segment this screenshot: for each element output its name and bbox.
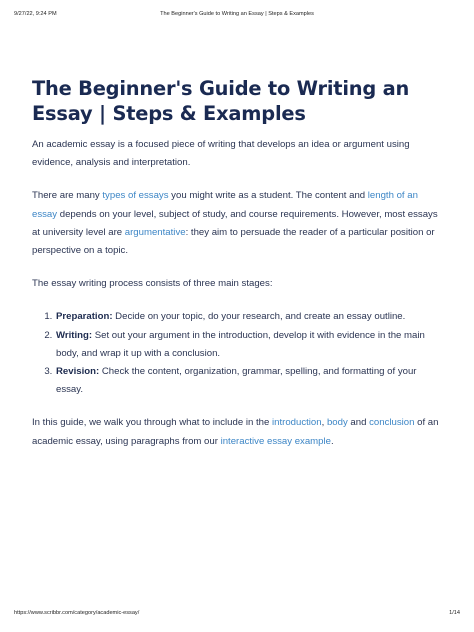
link-argumentative[interactable]: argumentative	[124, 226, 186, 238]
stage-label: Preparation:	[56, 311, 113, 323]
link-conclusion[interactable]: conclusion	[369, 417, 415, 429]
stage-label: Revision:	[56, 366, 100, 378]
list-item-revision	[55, 363, 444, 399]
text-span: : they aim to persuade the reader of a particular position or perspective on a topic.	[32, 226, 435, 257]
print-datetime: 9/27/22, 9:24 PM	[14, 11, 57, 17]
link-interactive-essay-example[interactable]: interactive essay example	[220, 435, 331, 447]
text-span: of an academic essay, using paragraphs from our	[32, 417, 439, 447]
text-span: .	[330, 435, 334, 447]
guide-overview-paragraph	[32, 414, 444, 450]
stage-text: Set out your argument in the introduction, develop it with evidence in the main body, and wrap it up with a conclusion.	[56, 329, 425, 359]
essay-types-paragraph	[32, 187, 444, 260]
text-span: and	[347, 417, 370, 429]
stage-text: Decide on your topic, do your research, and create an essay outline.	[112, 311, 406, 323]
link-types-of-essays[interactable]: types of essays	[102, 190, 169, 202]
print-footer	[14, 610, 460, 620]
print-header	[14, 11, 460, 21]
article	[32, 76, 444, 466]
link-body[interactable]: body	[326, 417, 348, 429]
article-title: The Beginner's Guide to Writing an Essay | Steps & Examples	[32, 77, 410, 125]
stage-text: Check the content, organization, grammar, spelling, and formatting of your essay.	[56, 366, 417, 396]
stages-intro-paragraph: The essay writing process consists of three main stages:	[32, 278, 273, 290]
text-span: ,	[321, 417, 327, 429]
link-introduction[interactable]: introduction	[272, 417, 322, 429]
intro-paragraph: An academic essay is a focused piece of writing that develops an idea or argument using evidence, analysis and interpretation.	[32, 139, 410, 169]
text-span: you might write as a student. The content and	[168, 190, 368, 202]
text-span: In this guide, we walk you through what to include in the	[32, 417, 272, 429]
print-url: https://www.scribbr.com/category/academic-essay/	[14, 610, 140, 616]
list-item-writing	[55, 327, 444, 363]
text-span: depends on your level, subject of study, and course requirements. However, most essays at university level are	[32, 208, 438, 238]
text-span: There are many	[32, 190, 103, 202]
link-length-of-an-essay[interactable]: length of an essay	[32, 190, 418, 220]
stage-label: Writing:	[56, 329, 93, 341]
page-number: 1/14	[449, 610, 460, 616]
list-item-preparation	[55, 308, 444, 326]
stages-list	[32, 308, 444, 399]
print-page-title: The Beginner's Guide to Writing an Essay | Steps & Examples	[160, 11, 314, 17]
